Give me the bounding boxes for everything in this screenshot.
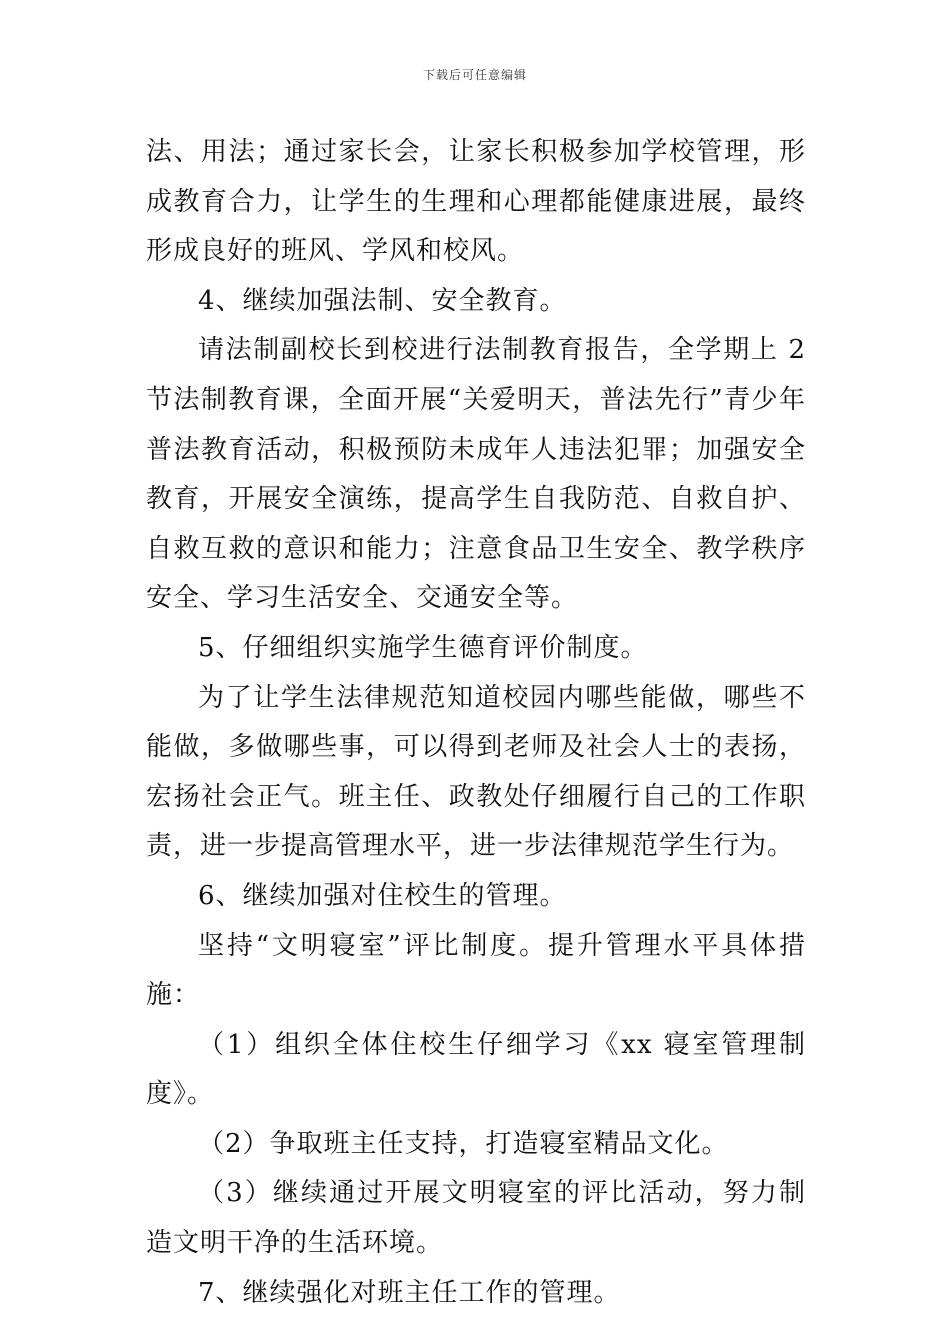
section-heading-7: 7、继续强化对班主任工作的管理。 xyxy=(198,1277,621,1308)
list-item-1: （1）组织全体住校生仔细学习《xx 寝室管理制度》。 xyxy=(146,1029,806,1110)
list-item-2: （2）争取班主任支持，打造寝室精品文化。 xyxy=(198,1128,729,1159)
paragraph-legal-education: 请法制副校长到校进行法制教育报告，全学期上 2 节法制教育课，全面开展“关爱明天，普法先行”青少年普法教育活动，积极预防未成年人违法犯罪；加强安全教育，开展安全演练，提高学生自我防范、自救自护、自救互救的意识和能力；注意食品卫生安全、教学秩序安全、学习生活安全、交通安全等。 xyxy=(146,335,806,614)
paragraph-dorm-rating: 坚持“文明寝室”评比制度。提升管理水平具体措施： xyxy=(146,930,806,1011)
section-heading-5: 5、仔细组织实施学生德育评价制度。 xyxy=(198,632,648,663)
document-body xyxy=(146,128,806,1318)
paragraph-1: 法、用法；通过家长会，让家长积极参加学校管理，形成教育合力，让学生的生理和心理都能健康进展，最终形成良好的班风、学风和校风。 xyxy=(146,137,806,267)
page-header: 下载后可任意编辑 xyxy=(422,68,527,82)
section-heading-6: 6、继续加强对住校生的管理。 xyxy=(198,880,567,911)
paragraph-moral-evaluation: 为了让学生法律规范知道校园内哪些能做，哪些不能做，多做哪些事，可以得到老师及社会人士的表扬，宏扬社会正气。班主任、政教处仔细履行自己的工作职责，进一步提高管理水平，进一步法律规范学生行为。 xyxy=(146,682,806,862)
section-heading-4: 4、继续加强法制、安全教育。 xyxy=(198,285,567,316)
list-item-3: （3）继续通过开展文明寝室的评比活动，努力制造文明干净的生活环境。 xyxy=(146,1178,806,1259)
